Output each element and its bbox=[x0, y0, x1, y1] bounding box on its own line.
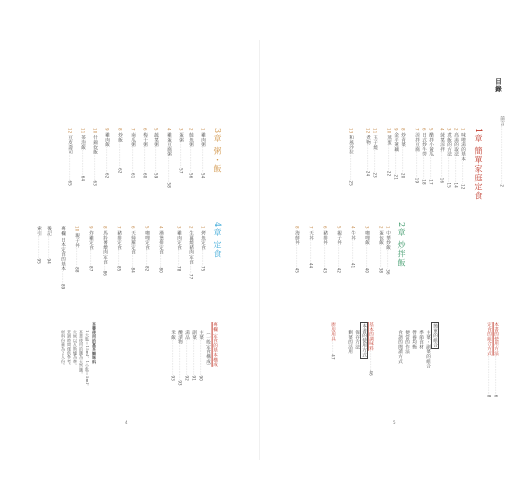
chapter-3-heading: 3章 粥・飯 bbox=[213, 128, 222, 174]
note-line: 火候以瓦斯爐為準。 bbox=[73, 330, 78, 368]
toc-item: 1 雞肉粥‥‥‥‥‥‥‥‥54 bbox=[200, 128, 206, 179]
toc-item: 3 雞肉定食‥‥‥‥‥78 bbox=[176, 226, 182, 272]
toc-item: 11 茶泡飯‥‥‥‥‥‥‥‥64 bbox=[80, 128, 86, 182]
chapter-4-heading: 4章 定食 bbox=[213, 222, 222, 259]
toc-item: 5 蔬菜粥‥‥‥‥‥‥‥‥59 bbox=[153, 128, 159, 179]
special-head-4: 廚房用具‥‥‥‥47 bbox=[330, 322, 336, 360]
toc-item: 6 天婦羅定食‥‥‥‥84 bbox=[130, 226, 136, 273]
toc-item: 1 味噌湯的基本‥‥‥‥‥‥‥12 bbox=[460, 128, 466, 190]
toc-item: 2 生薑燒豬肉定食‥‥‥77 bbox=[188, 226, 194, 280]
chapter-2-heading: 2章 炒拌飯 bbox=[397, 222, 406, 268]
toc-item: 8 海鮮丼‥‥‥‥‥‥‥45 bbox=[294, 226, 300, 274]
page-number: 5 bbox=[393, 420, 396, 425]
toc-item: 7 豬排定食‥‥‥‥‥85 bbox=[116, 226, 122, 272]
note-line: 材料份量為２人份。 bbox=[61, 330, 66, 368]
toc-item: 9 雞肉飯‥‥‥‥‥‥‥‥62 bbox=[104, 128, 110, 179]
page-number: 4 bbox=[125, 420, 128, 425]
toc-item: 5 親子丼‥‥‥‥‥‥‥42 bbox=[336, 226, 342, 274]
section-head: 專欄 定食的基本構成 bbox=[212, 322, 218, 367]
notes-head: 本書使用的基本調味料 bbox=[92, 322, 97, 364]
toc-item: 9 金平蓮藕‥‥‥‥‥‥‥21 bbox=[393, 128, 399, 180]
toc-item: 11 玉子燒‥‥‥‥‥‥‥23 bbox=[372, 128, 378, 178]
toc-item: 5 醋拌小黃瓜‥‥‥‥‥‥‥17 bbox=[428, 128, 434, 185]
toc-item: 2 高湯的取法‥‥‥‥‥‥‥‥14 bbox=[453, 128, 459, 189]
toc-item: 7 南瓜粥‥‥‥‥‥‥‥‥61 bbox=[130, 128, 136, 179]
toc-item: 4 漢堡排定食‥‥‥‥80 bbox=[158, 226, 164, 273]
right-page bbox=[260, 0, 520, 500]
toc-item: 3 咖哩飯‥‥‥‥‥‥‥40 bbox=[364, 226, 370, 274]
middle-list-item: 營養均衡 bbox=[411, 330, 417, 350]
toc-extra: 索引‥‥‥‥‥‥‥95 bbox=[36, 226, 42, 264]
special-head-1: 本書的使用方法‥‥‥‥‥‥‥‥‥‥‥‥6 bbox=[493, 322, 499, 398]
toc-item: 12 煮物‥‥‥‥‥‥‥‥24 bbox=[365, 128, 371, 177]
toc-item: 4 雞蛋豆腐粥‥‥‥‥‥‥‥‥58 bbox=[166, 128, 172, 189]
toc-extra: 後記‥‥‥‥‥‥‥94 bbox=[46, 226, 52, 264]
toc-item: 13 和風沙拉‥‥‥‥‥‥‥‥25 bbox=[348, 128, 354, 186]
toc-item: 6 豬排丼‥‥‥‥‥‥‥43 bbox=[322, 226, 328, 274]
toc-item: 2 鮭魚粥‥‥‥‥‥‥‥‥56 bbox=[188, 128, 194, 179]
toc-item: 9 炸雞定食‥‥‥‥‥87 bbox=[88, 226, 94, 272]
intro-entry: 前言‥‥‥‥‥‥‥‥‥‥‥‥‥‥‥‥‥‥2 bbox=[499, 116, 505, 188]
toc-extra: 專欄 日本定食的基本‥‥‥‥89 bbox=[60, 226, 66, 290]
toc-item: 4 菠菜涼拌‥‥‥‥‥‥‥‥16 bbox=[439, 128, 445, 184]
bottom-item: 湯品‥‥‥‥‥‥‥‥‥‥‥92 bbox=[184, 330, 190, 382]
toc-item: 12 豆皮壽司‥‥‥‥‥‥‥‥65 bbox=[67, 128, 73, 186]
intro-page: 2 bbox=[499, 184, 505, 188]
middle-list-item: 保存方法 bbox=[354, 330, 360, 350]
toc-item: 4 牛丼‥‥‥‥‥‥‥41 bbox=[350, 226, 356, 269]
toc-item: 2 蛋包飯‥‥‥‥‥‥‥38 bbox=[378, 226, 384, 274]
bottom-label: （一般定食構成） bbox=[205, 330, 211, 369]
toc-item: 1 烤魚定食‥‥‥‥‥75 bbox=[200, 226, 206, 272]
toc-item: 10 蒸蛋‥‥‥‥‥‥‥‥22 bbox=[386, 128, 392, 177]
toc-item: 8 炒青菜‥‥‥‥‥‥‥‥20 bbox=[400, 128, 406, 179]
toc-item: 1 中華炒飯‥‥‥‥‥‥36 bbox=[385, 226, 391, 275]
intro-label: 前言 bbox=[499, 116, 505, 126]
special-head-2: 定食的組合方式‥‥‥‥‥‥‥‥‥‥‥‥8 bbox=[486, 322, 492, 398]
chapter-1-heading: 1章 簡單家庭定食 bbox=[474, 128, 483, 201]
note-line: 1大匙＝15ml、1小匙＝5ml。 bbox=[85, 330, 90, 389]
toc-item: 7 涼拌豆腐‥‥‥‥‥‥‥‥19 bbox=[414, 128, 420, 184]
toc-item: 10 什錦炊飯‥‥‥‥‥‥‥‥63 bbox=[92, 128, 98, 186]
second-box: 本書的使用方式 bbox=[361, 323, 367, 358]
middle-list-box: 簡單的組合 bbox=[432, 323, 438, 348]
toc-item: 7 天丼‥‥‥‥‥‥‥44 bbox=[308, 226, 314, 269]
bottom-item: 主菜‥‥‥‥‥‥‥‥‥‥‥90 bbox=[198, 330, 204, 382]
toc-item: 5 咖哩定食‥‥‥‥‥82 bbox=[144, 226, 150, 272]
middle-list-item: 剩菜的活用 bbox=[347, 330, 353, 354]
toc-item: 8 馬鈴薯燉肉定食‥‥86 bbox=[102, 226, 108, 277]
toc-item: 3 蛋粥‥‥‥‥‥‥‥‥57 bbox=[178, 128, 184, 174]
toc-item: 6 日式炒牛蒡‥‥‥‥‥‥‥18 bbox=[421, 128, 427, 185]
middle-list-item: 主菜・副菜的組合 bbox=[425, 330, 431, 369]
toc-item: 10 親子丼‥‥‥‥‥‥88 bbox=[74, 226, 80, 273]
toc-item: 8 炒飯‥‥‥‥‥‥‥‥62 bbox=[117, 128, 123, 174]
special-head-3: 基本的調味料‥‥‥‥‥‥46 bbox=[368, 322, 374, 376]
bottom-item: 米飯‥‥‥‥‥‥‥‥‥‥‥93 bbox=[170, 330, 176, 382]
note-line: 烹調時間僅供參考。 bbox=[67, 330, 72, 368]
note-line: 本書使用的鹽為天然鹽。 bbox=[79, 330, 84, 377]
bottom-item: 醃漬物‥‥‥‥‥‥‥‥‥‥‥93 bbox=[177, 330, 183, 386]
middle-list-item: 便當的作法 bbox=[404, 330, 410, 354]
toc-item: 3 煮飯的方法‥‥‥‥‥‥‥‥15 bbox=[446, 128, 452, 189]
bottom-item: 副菜‥‥‥‥‥‥‥‥‥‥‥91 bbox=[191, 330, 197, 382]
middle-list-item: 食譜的閱讀方式 bbox=[397, 330, 403, 364]
toc-item: 6 梅干粥‥‥‥‥‥‥‥‥60 bbox=[142, 128, 148, 179]
toc-title: 目錄 bbox=[494, 78, 502, 93]
middle-list-item: 季節食材 bbox=[418, 330, 424, 350]
